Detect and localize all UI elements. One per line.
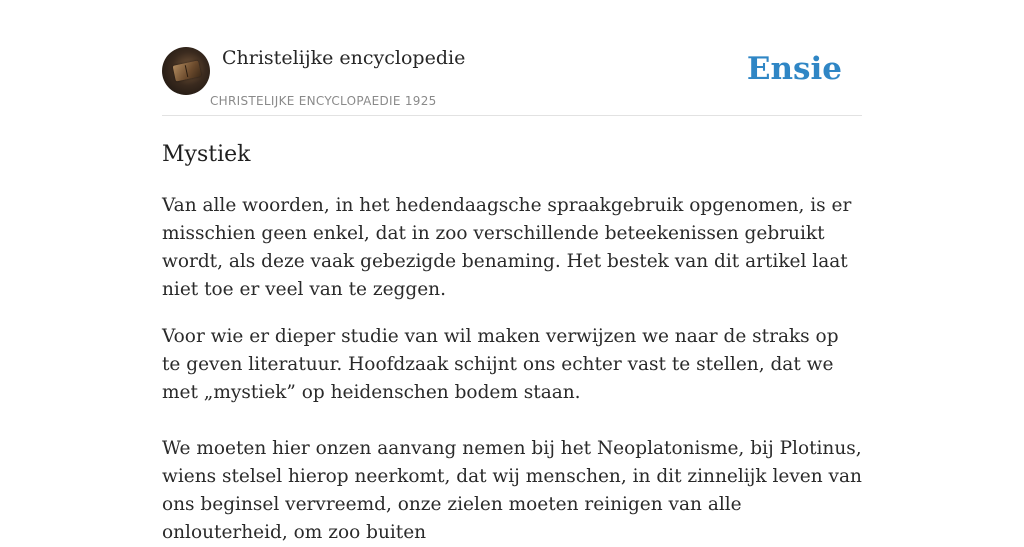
article-title: Mystiek <box>162 142 251 167</box>
site-title[interactable]: Christelijke encyclopedie <box>222 47 466 69</box>
site-subtitle[interactable]: CHRISTELIJKE ENCYCLOPAEDIE 1925 <box>210 94 437 108</box>
page-container <box>162 0 862 543</box>
article-paragraph: Van alle woorden, in het hedendaagsche spraakgebruik opgenomen, is er misschien geen enkel, dat in zoo verschillende beteekenissen gebruikt wordt, als deze vaak gebezigde benaming. Het bestek van dit artikel laat niet toe er veel van te zeggen. <box>162 195 852 300</box>
article-paragraph: Voor wie er dieper studie van wil maken verwijzen we naar de straks op te geven literatuur. Hoofdzaak schijnt ons echter vast te stellen, dat we met „mystiek” op heidenschen bodem staan. <box>162 326 839 403</box>
book-icon <box>173 60 202 81</box>
brand-logo[interactable]: Ensie <box>746 51 842 87</box>
header-divider <box>162 115 862 116</box>
article-paragraph: We moeten hier onzen aanvang nemen bij het Neoplatonisme, bij Plotinus, wiens stelsel hierop neerkomt, dat wij menschen, in dit zinnelijk leven van ons beginsel vervreemd, onze zielen moeten reinigen van alle onlouterheid, om zoo buiten <box>162 438 862 543</box>
book-avatar-icon[interactable] <box>162 47 210 95</box>
